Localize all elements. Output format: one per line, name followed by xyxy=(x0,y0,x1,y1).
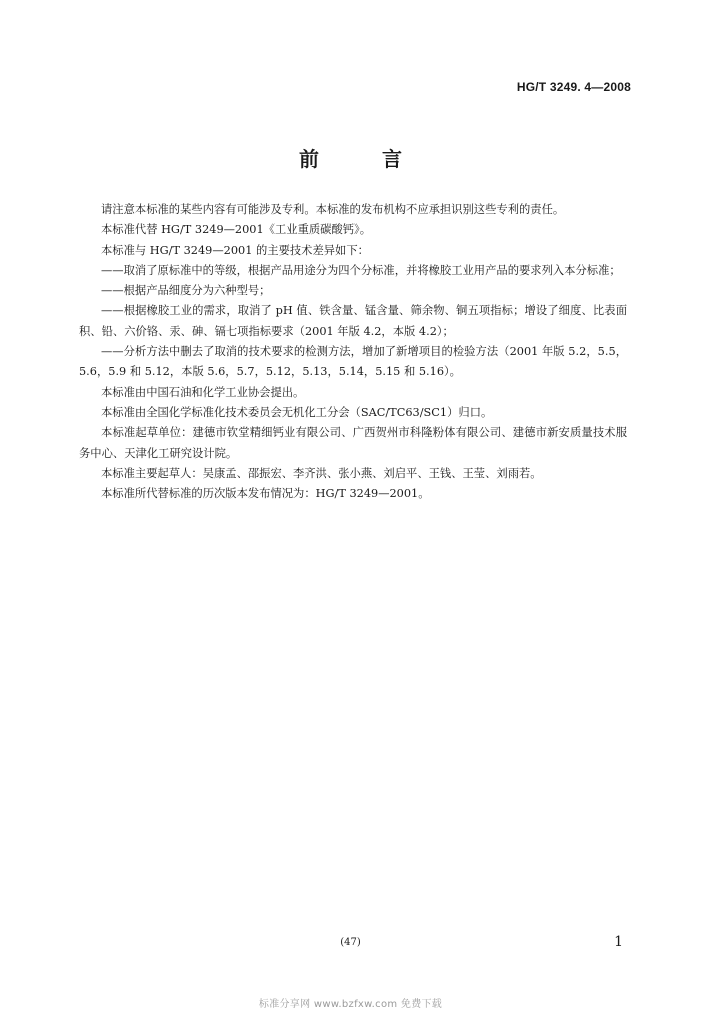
paragraph-difference-methods: ——分析方法中删去了取消的技术要求的检测方法，增加了新增项目的检验方法（2001 年版 5.2，5.5，5.6，5.9 和 5.12，本版 5.6，5.7，5.12，5.13，5.14，5.15 和 5.16）。 xyxy=(79,345,627,379)
standard-code: HG/T 3249. 4—2008 xyxy=(516,80,631,94)
foreword-body xyxy=(79,200,627,504)
paragraph-replaces: 本标准代替 HG/T 3249—2001《工业重质碳酸钙》。 xyxy=(101,223,371,237)
paragraph-patent-notice: 请注意本标准的某些内容有可能涉及专利。本标准的发布机构不应承担识别这些专利的责任。 xyxy=(101,203,565,216)
paragraph-proposer: 本标准由中国石油和化学工业协会提出。 xyxy=(101,385,305,399)
paragraph-difference-types: ——根据产品细度分为六种型号； xyxy=(101,284,271,298)
paragraph-drafters: 本标准主要起草人：吴康孟、邵振宏、李齐洪、张小燕、刘启平、王钱、王莹、刘雨若。 xyxy=(101,466,542,480)
page-title: 前 言 xyxy=(299,147,430,171)
page-number: 1 xyxy=(614,934,623,950)
paragraph-history: 本标准所代替标准的历次版本发布情况为：HG/T 3249—2001。 xyxy=(101,487,430,501)
watermark: 标准分享网 www.bzfxw.com 免费下载 xyxy=(258,999,443,1010)
paragraph-administrator: 本标准由全国化学标准化技术委员会无机化工分会（SAC/TC63/SC1）归口。 xyxy=(101,405,493,419)
page-code: (47) xyxy=(340,937,361,948)
paragraph-drafting-units: 本标准起草单位：建德市钦堂精细钙业有限公司、广西贺州市科隆粉体有限公司、建德市新安质量技术服务中心、天津化工研究设计院。 xyxy=(79,426,627,460)
paragraph-difference-grades: ——取消了原标准中的等级，根据产品用途分为四个分标准，并将橡胶工业用产品的要求列入本分标准； xyxy=(101,263,621,277)
paragraph-differences-intro: 本标准与 HG/T 3249—2001 的主要技术差异如下： xyxy=(101,243,369,257)
paragraph-difference-indicators: ——根据橡胶工业的需求，取消了 pH 值、铁含量、锰含量、筛余物、铜五项指标；增设了细度、比表面积、铅、六价铬、汞、砷、镉七项指标要求（2001 年版 4.2，本版 4.2）； xyxy=(79,304,627,338)
